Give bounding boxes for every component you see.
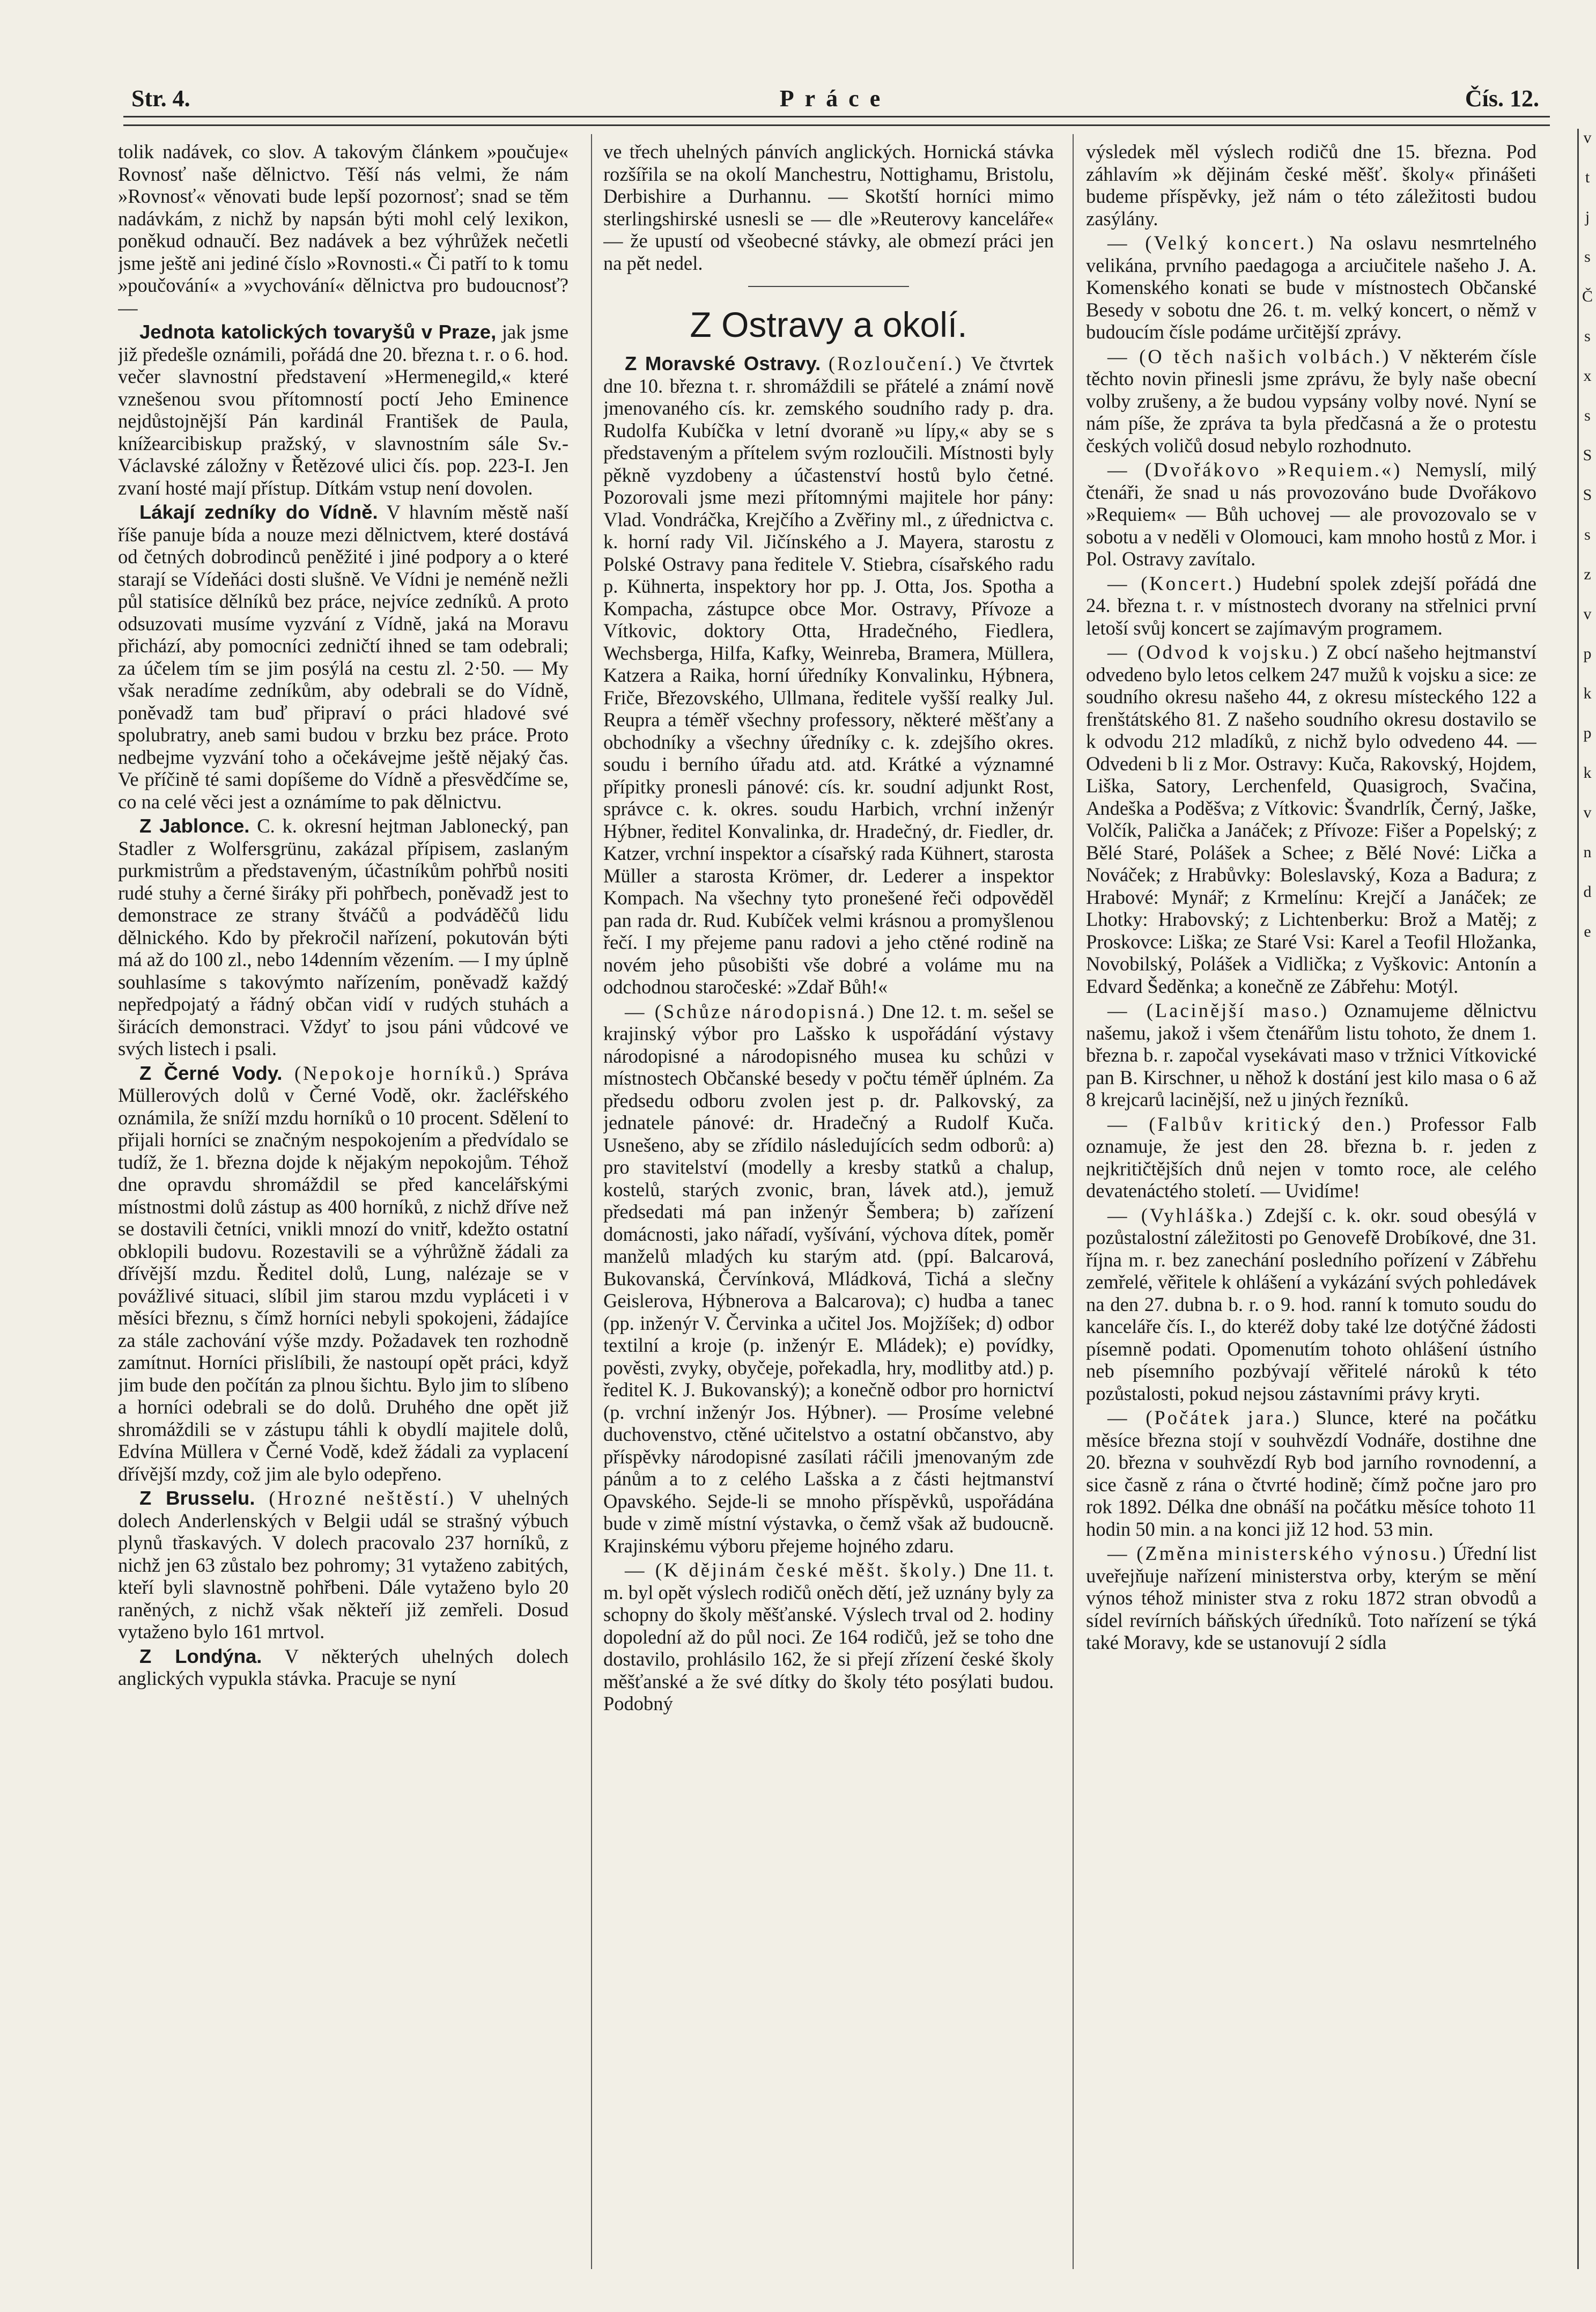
article-text: Oznamujeme dělnictvu našemu, jakož i všem čtenářům listu tohoto, že dnem 1. března b. r. započal vysekávati maso v tržnici Vítkovické pan B. Kirschner, u něhož k dostání jest kilo masa o 6 až 8 krejcarů lacinější, než u jiných řezníků. (1086, 999, 1536, 1110)
article-heading: Z Jablonce. (139, 815, 250, 837)
article-text: Na oslavu nesmrtelného velikána, prvního paedagoga a arciučitele našeho J. A. Komenského konati se bude v místnostech Občanské Besedy v sobotu dne 26. t. m. velký koncert, o němž v budoucím čísle podáme určitější zprávy. (1086, 232, 1536, 343)
article-text: tolik nadávek, co slov. A takovým článkem »poučuje« Rovnosť naše dělnictvo. Těší nás velmi, že nám »Rovnosť« věnovati bude lepší pozornosť; snad se těm nadávkám, z nichž by napsán býti mohl celý lexikon, poněkud odnaučí. Bez nadávek a bez výhrůžek nečetli jsme ještě ani jediné číslo »Rovnosti.« Či patří to k tomu »poučování« a »vychování« dělnictva pro budoucnosť? — (118, 141, 568, 319)
page-number: Str. 4. (131, 85, 190, 112)
article-text: V hlavním městě naší říše panuje bída a nouze mezi dělnictvem, které dostává od četných dobrodinců peněžité i jiné podpory a o které starají se Vídeňáci dosti slušně. Ve Vídni je neméně nežli půl statisíce dělníků bez práce, nejvíce zedníků. A proto odsuzovati musíme vyzvání z Vídně, jaká na Moravu přichází, aby pomocníci zedničtí ihned se tam odebrali; za účelem tím se jim posýlá na cestu zl. 2·50. — My však neradíme zedníkům, aby odebrali se do Vídně, poněvadž tam buď připraví o práci hladové své spolubratry, aneb sami budou v brzku bez práce. Proto nedbejme vyzvání toho a očekávejme ještě nějaký čas. Ve příčině té sami dopíšeme do Vídně a přesvědčíme se, co na celé věci jest a oznámíme to pak dělnictvu. (118, 501, 568, 813)
article-paragraph (118, 501, 568, 813)
article-heading: Lákají zedníky do Vídně. (139, 501, 378, 523)
article-subheading: — (Lacinější maso.) (1107, 999, 1329, 1021)
edge-letter: s (1584, 248, 1591, 266)
article-text: Dne 11. t. m. byl opět výslech rodičů oněch dětí, jež uznány byly za schopny do školy měšťanské. Výslech trval od 2. hodiny dopolední až do půl noci. Ze 164 rodičů, jež se toho dne dostavilo, prohlásilo 162, že si přejí zřízení české školy měšťanské a že své dítky do školy této posýlati budou. Podobný (603, 1559, 1054, 1714)
article-paragraph (118, 1062, 568, 1485)
article-heading: Z Moravské Ostravy. (625, 352, 821, 374)
edge-letter: t (1585, 168, 1590, 186)
article-paragraph (118, 141, 568, 319)
article-paragraph (1086, 1113, 1536, 1202)
edge-letter: S (1583, 486, 1592, 504)
article-paragraph (603, 1000, 1054, 1557)
article-text: Zdejší c. k. okr. soud obesýlá v pozůstalostní záležitosti po Genovefě Drobíkové, dne 31. října m. r. bez zanechání posledního pořízení v Zábřehu zemřelé, věřitele k ohlášení a vykázání svých pohledávek na den 27. dubna b. r. o 9. hod. ranní k tomuto soudu do kanceláře čís. I., do kteréž doby také lze dotýčné žádosti písemně podati. Opomenutím tohoto ohlášení ústního neb písemního pozbývají věřitelé nároků k této pozůstalosti, pokud nejsou zástavními právy kryti. (1086, 1204, 1536, 1404)
article-heading: Z Brusselu. (139, 1487, 255, 1509)
article-text: Ve čtvrtek dne 10. března t. r. shromáždili se přátelé a známí nově jmenovaného cís. kr. zemského soudního rady p. dra. Rudolfa Kubíčka v letní dvoraně »u lípy,« aby se s představeným a přítelem svým rozloučili. Místnosti byly pěkně vyzdobeny a účastenství hostů bylo četné. Pozorovali jsme mezi přítomnými majitele hor pány: Vlad. Vondráčka, Krejčího a Zvěřiny ml., z úřednictva c. k. horní rady Vil. Jičínského a J. Mayera, starostu z Polské Ostravy pana ředitele V. Stiebra, císařského radu p. Kühnerta, inspektory hor pp. J. Otta, Jos. Spotha a Kompacha, zástupce obce Mor. Ostravy, Přívoze a Vítkovic, doktory Otta, Hradečného, Fiedlera, Wechsberga, Hilfa, Kafky, Weinreba, Bramera, Müllera, Katzera a Raika, horní úředníky Konvalinku, Hýbnera, Friče, Březovského, Ullmana, ředitele vyšší realky Jul. Reupra a téměř všechny professory, některé měšťany a obchodníky a všechny úředníky c. k. zdejšího okres. soudu i berního úřadu atd. atd. Krátké a významné přípitky pronesli pánové: cís. kr. soudní adjunkt Rost, správce c. k. okres. soudu Harbich, vrchní inženýr Hýbner, ředitel Konvalinka, dr. Hradečný, dr. Fiedler, dr. Katzer, vrchní inspektor a císařský rada Kühnert, starosta Müller a starosta Krömer, dr. Lederer a inspektor Kompach. Na všechny tyto pronešené řeči odpověděl pan rada dr. Rud. Kubíček velmi krásnou a promyšlenou řečí. I my přejeme panu radovi a jeho ctěné rodině na novém jeho působišti vše dobré a voláme mu na odchodnou staročeské: »Zdař Bůh!« (603, 352, 1054, 998)
article-paragraph (603, 352, 1054, 998)
article-text: V uhelných dolech Anderlenských v Belgii udál se strašný výbuch plynů třaskavých. V dolech pracovalo 237 horníků, z nichž jen 63 zůstalo bez pohromy; 31 vytaženo zabitých, kteří byli slavnostně pohřbeni. Dále vytaženo bylo 20 raněných, z nichž však někteří již zemřeli. Dosud vytaženo bylo 161 mrtvol. (118, 1487, 568, 1643)
article-text: Dne 12. t. m. sešel se krajinský výbor pro Lašsko k uspořádání výstavy národopisné a národopisného musea ku schůzi v místnostech Občanské besedy v počtu téměř úplném. Za předsedu odboru zvolen jest p. dr. Palkovský, za jednatele pánové: dr. Hradečný a Rudolf Kuča. Usnešeno, aby se zřídilo následujících sedm odborů: a) pro stavitelství (modelly a kresby statků a chalup, kostelů, starých zvonic, bran, lávek atd.), jemuž předsedati má pan inženýr Šembera; b) zařízení domácnosti, jako nářadí, vyšívání, výchova dítek, poměr manželů mladých ku starým atd. (ppí. Balcarová, Bukovanská, Červínková, Mládková, Tichá a slečny Geislerova, Hýbnerova a Balcarova); c) hudba a tanec (pp. inženýr V. Červinka a učitel Jos. Mojžíšek; d) odbor textilní a kroje (p. inženýr E. Mládek); e) povídky, pověsti, zvyky, obyčeje, pořekadla, hry, modlitby atd.) p. ředitel K. J. Bukovanský); a konečně odbor pro hornictví (p. vrchní inženýr Jos. Hýbner). — Prosíme velebné duchovenstvo, ctěné učitelstvo a ostatní občanstvo, aby příspěvky národopisné zasílati ráčili jmenovaným zde pánům a to z celého Lašska a z části hejtmanství Opavského. Sejde-li se mnoho příspěvků, uspořádána bude v zimě místní výstavka, o čemž však až budoucně. Krajinskému výboru přejeme hojného zdaru. (603, 1000, 1054, 1557)
section-title: Z Ostravy a okolí. (690, 305, 967, 344)
article-continuation: ve třech uhelných pánvích anglických. Hornická stávka rozšířila se na okolí Manchestru, Nottighamu, Bristolu, Derbishire a Durhannu. — Skotští horníci mimo sterlingshirské usnesli se — dle »Reuterovy kanceláře« — že upustí od všeobecné stávky, ale obmezí práci jen na pět nedel. (603, 141, 1054, 274)
edge-letter: s (1584, 327, 1591, 345)
article-paragraph (1086, 1542, 1536, 1654)
article-subheading: — (Koncert.) (1107, 572, 1244, 594)
article-paragraph (1086, 141, 1536, 230)
article-paragraph (118, 1645, 568, 1690)
edge-letter: z (1584, 565, 1591, 583)
article-subheading: (Nepokoje horníků.) (294, 1062, 503, 1084)
edge-letter: S (1583, 446, 1592, 464)
article-text: Professor Falb oznamuje, že jest den 28. března b. r. jeden z nejkritičtějších dnů nejen v tomto roce, ale celého devatenáctého století. — Uvidíme! (1086, 1113, 1536, 1202)
edge-letter: n (1583, 843, 1592, 861)
newspaper-title: Práce (779, 85, 891, 112)
article-paragraph (118, 1487, 568, 1643)
article-subheading: — (O těch našich volbách.) (1107, 345, 1391, 367)
article-text: Z obcí našeho hejtmanství odvedeno bylo letos celkem 247 mužů k vojsku a sice: ze soudního okresu našeho 44, z okresu místeckého 122 a frenštátského 81. Z našeho soudního okresu dostavilo se k odvodu 212 mladíků, z nichž bylo odvedeno 44. — Odvedeni b li z Mor. Ostravy: Kuča, Rakovský, Hojdem, Liška, Satory, Lerchenfeld, Quasigroch, Svačina, Andeška a Poděšva; z Vítkovic: Švandrlík, Černý, Jaške, Volčík, Palička a Janáček; z Přívoze: Fišer a Popelský; z Bělé Staré, Polášek a Schee; z Bělé Nové: Lička a Nováček; z Hrabůvky: Boleslavský, Koza a Badura; z Hrabové: Mynář; z Krmelínu: Krejčí a Janáček; ze Lhotky: Hrabovský; z Lichtenberku: Brož a Matěj; z Proskovce: Liška; ze Staré Vsi: Karel a Teofil Hložanka, Novobilský, Polášek a Vidlička; z Vyškovic: Antonín a Edvard Šeděnka; a konečně ze Zábřehu: Motýl. (1086, 641, 1536, 997)
edge-letter: s (1584, 407, 1591, 424)
edge-letter: p (1583, 724, 1592, 742)
issue-number: Čís. 12. (1465, 85, 1539, 112)
edge-letter: j (1585, 208, 1590, 226)
page-header (131, 80, 1539, 118)
edge-letter: x (1583, 367, 1592, 385)
article-subheading: (Hrozné neštěstí.) (269, 1487, 456, 1509)
article-subheading: — (Vyhláška.) (1107, 1204, 1254, 1226)
column-middle (603, 141, 1054, 2265)
article-subheading: — (Schůze národopisná.) (625, 1000, 876, 1022)
article-heading: Z Černé Vody. (139, 1062, 283, 1084)
article-paragraph (1086, 1204, 1536, 1405)
header-rule-bottom (123, 124, 1550, 126)
article-text: Úřední list uveřejňuje nařízení ministerstva orby, kterým se mění výnos téhož minister stva z roku 1872 stran obvodů a sídel revírních báňských úředníků. Toto nařízení se týká také Moravy, kde se ustanovují 2 sídla (1086, 1542, 1536, 1653)
article-text: Slunce, které na počátku měsíce března stojí v souhvězdí Vodnáře, dostihne dne 20. března v souhvězdí Ryb bod jarního rovnodenní, a sice časně z rána o čtvrté hodině; čímž počne jaro pro rok 1892. Délka dne obnáší na počátku měsíce tohoto 11 hodin 50 min. a na konci již 12 hod. 53 min. (1086, 1407, 1536, 1540)
article-paragraph (1086, 572, 1536, 639)
article-paragraph (118, 815, 568, 1060)
header-rule-top (123, 116, 1550, 117)
article-paragraph (1086, 345, 1536, 457)
edge-letter: v (1583, 129, 1592, 146)
edge-letter: d (1583, 883, 1592, 901)
article-subheading: — (Falbův kritický den.) (1107, 1113, 1393, 1135)
edge-letter: k (1583, 764, 1592, 782)
article-subheading: — (Počátek jara.) (1107, 1407, 1302, 1429)
article-subheading: — (K dějinám české měšt. školy.) (625, 1559, 967, 1581)
article-paragraph (1086, 459, 1536, 570)
article-text: V některých uhelných dolech anglických vypukla stávka. Pracuje se nyní (118, 1645, 568, 1689)
article-paragraph (1086, 999, 1536, 1111)
article-subheading: (Rozloučení.) (828, 352, 964, 374)
article-text: Hudební spolek zdejší pořádá dne 24. března t. r. v místnostech dvorany na střelnici první letoší svůj koncert se zajímavým programem. (1086, 572, 1536, 639)
article-text: C. k. okresní hejtman Jablonecký, pan Stadler z Wolfersgrünu, zakázal přípisem, zaslaným purkmistrům a představeným, účastníkům pohřbů nositi rudé stuhy a černé širáky při pohřbech, poněvadž jest to demonstrace ze strany štváčů a podváděčů lidu dělnického. Kdo by překročil nařízení, pokutován býti má až do 100 zl., nebo 14denním vězením. — I my úplně souhlasíme s takovýmto nařízením, poněvadž každý nepředpojatý a řádný občan vidí v rudých stuhách a širácích demonstraci. Vždyť to jsou páni vůdcové ve svých listech i psali. (118, 815, 568, 1059)
adjacent-page-edge (1577, 129, 1596, 2269)
edge-letter: p (1583, 645, 1592, 662)
article-heading: Z Londýna. (139, 1645, 262, 1667)
section-divider (748, 286, 909, 287)
article-paragraph (1086, 232, 1536, 343)
edge-letter: v (1583, 804, 1592, 821)
column-divider-1 (591, 134, 592, 2269)
article-paragraph (118, 321, 568, 499)
edge-letter: s (1584, 526, 1591, 543)
edge-letter: e (1584, 923, 1591, 940)
article-heading: Jednota katolických tovaryšů v Praze, (139, 321, 497, 343)
edge-letter: v (1583, 605, 1592, 623)
article-subheading: — (Odvod k vojsku.) (1107, 641, 1320, 663)
article-text: výsledek měl výslech rodičů dne 15. března. Pod záhlavím »k dějinám české měšť. školy« přinášeti budeme příspěvky, jež nám o této záležitosti budou zasýlány. (1086, 141, 1536, 230)
edge-letter: Č (1582, 288, 1593, 305)
article-subheading: — (Změna ministerského výnosu.) (1107, 1542, 1448, 1564)
article-text: Správa Müllerových dolů v Černé Vodě, okr. žacléřského oznámila, že sníží mzdu horníků o 10 procent. Sdělení to přijali horníci se značným nespokojením a předvídalo se tudíž, že 1. března dojde k nějakým nepokojům. Téhož dne opravdu shromáždil se před kancelářskými místnostmi dolů zástup as 400 horníků, z nichž dříve než se dostavili četníci, vnikli mnozí do vnitř, kdežto ostatní obklopili budovu. Rozestavili se a výhrůžně žádali za dřívější mzdu. Ředitel dolů, Lung, nalézaje se v povážlivé situaci, slíbil jim starou mzdu vypláceti i v měsíci březnu, s čímž horníci nebyli spokojeni, žádajíce za stále zachování výše mzdy. Požadavek ten rozhodně zamítnut. Horníci přislíbili, že nastoupí opět práci, když jim bude den počítán za plnou šichtu. Bylo jim to slíbeno a horníci odebrali se do dolů. Druhého dne opět již shromáždili se v zástupu táhli k obydlí majitele dolů, Edvína Müllera v Černé Vodě, kdež žádali za vyplacení dřívější mzdy, což jim ale bylo odepřeno. (118, 1062, 568, 1485)
article-text: jak jsme již předešle oznámili, pořádá dne 20. března t. r. o 6. hod. večer slavnostní představení »Hermenegild,« které vznešenou svou přítomností poctí Jeho Eminence nejdůstojnější Pán kardinál František de Paula, knížearcibiskup pražský, v slavnostním sále Sv.-Václavské záložny v Řetězové ulici čís. pop. 223-I. Jen zvaní hosté mají přístup. Dítkám vstup není dovolen. (118, 321, 568, 499)
article-subheading: — (Velký koncert.) (1107, 232, 1316, 254)
article-text: Nemyslí, milý čtenáři, že snad u nás provozováno bude Dvořákovo »Requiem« — Bůh uchovej — ale provozovalo se v sobotu a v neděli v Olomouci, kam mnoho hostů z Mor. i Pol. Ostravy zavítalo. (1086, 459, 1536, 570)
article-paragraph (1086, 641, 1536, 997)
column-divider-2 (1073, 134, 1074, 2269)
article-paragraph (1086, 1407, 1536, 1540)
article-subheading: — (Dvořákovo »Requiem.«) (1107, 459, 1402, 481)
article-paragraph (603, 1559, 1054, 1715)
article-text: V některém čísle těchto novin přinesli jsme zprávu, že byly naše obecní volby zrušeny, a že budou vypsány volby nové. Nyní se nám píše, že zpráva ta byla předčasná a že o protestu českých voličů dosud nebylo rozhodnuto. (1086, 345, 1536, 456)
edge-letter: k (1583, 684, 1592, 702)
column-right (1086, 141, 1536, 2265)
column-left (118, 141, 568, 2265)
